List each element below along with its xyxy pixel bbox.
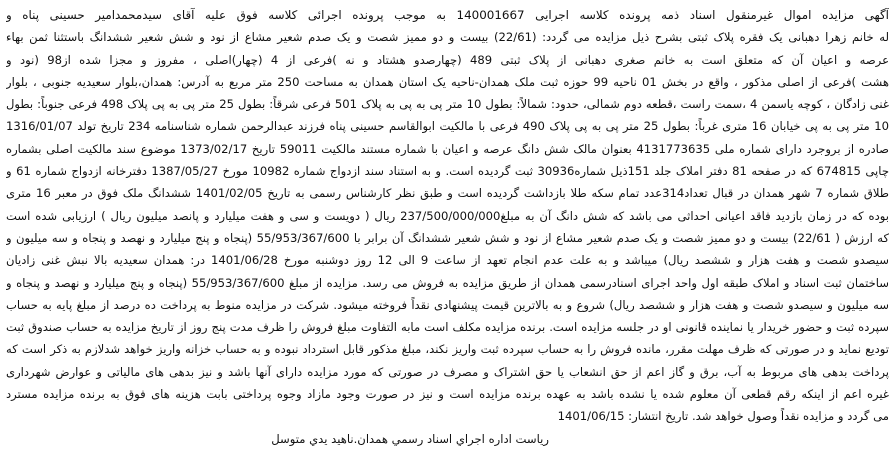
- notice-line-8: چاپی 674815 که در صفحه 81 دفتر املاک جلد 151ذیل شماره30936 ثبت گردیده است. و به استناد سند ازدواج شماره 10982 مورخ 1387/05/27 دفترخانه ازدواج شماره 61 و: [6, 164, 889, 179]
- notice-line-9: طلاق شماره 7 شهر همدان در قبال تعداد314عدد تمام سکه طلا بازداشت گردیده است و طبق نظر کارشناس رسمی به تاریخ 1401/02/05 ششدانگ ملک فوق در معبر 16 متری: [6, 186, 889, 201]
- notice-line-10: بوده که در زمان بازدید فاقد اعیانی احداثی می باشد که شش دانگ آن به مبلغ237/500/000/000 ریال ( دویست و سی و هفت میلیارد و پانصد میلیون ریال ) ارزیابی شده است: [6, 208, 889, 223]
- notice-line-11: که ارزش ( 22/61) بیست و دو ممیز شصت و یک صدم شعیر مشاع از نود و شش شعیر ششدانگ آن برابر با 55/953/367/600 (پنجاه و پنج میلیارد و نهصد و پنجاه و سه میلیون و: [6, 230, 889, 245]
- notice-line-5: غنی زادگان ، کوچه یاسمن 4 ،سمت راست ،قطعه دوم شمالی، حدود: شمالاً: بطول 10 متر پی به پی به پلاک 501 فرعی شرقاً: بطول 25 متر پی به پی پلاک 498 فرعی جنوباً: بطول: [6, 97, 889, 112]
- notice-line-19: می گردد و مزایده نقداً وصول خواهد شد. تاریخ انتشار: 1401/06/15: [557, 409, 889, 424]
- notice-line-4: هشت )فرعی از اصلی مذکور ، واقع در بخش 01 ناحیه 99 حوزه ثبت ملک همدان-ناحیه یک استان همدان به مساحت 250 متر مربع به آدرس: همدان،بلوار سعیدیه جنوبی ، بلوار: [6, 74, 889, 89]
- notice-line-18: غیره اعم از اینکه رقم قطعی آن معلوم شده یا نشده باشد به عهده برنده مزایده است و نیز در صورت وجود مازاد وجوه پرداختی بابت هزینه های فوق به برنده مزایده مسترد: [6, 387, 889, 402]
- notice-line-7: صادره از بروجرد دارای شماره ملی 4131773635 بعنوان مالک شش دانگ عرصه و اعیان با شماره مستند مالکیت 59011 تاریخ 1373/02/17 موضوع سند مالکیت اصلی بشماره: [6, 141, 889, 156]
- signature: رياست اداره اجراي اسناد رسمي همدان.ناهيد يدي متوسل: [271, 431, 549, 446]
- notice-line-12: سیصدو شصت و هفت هزار و ششصد ریال) میباشد و به علت عدم انجام تعهد از ساعت 9 الی 12 روز دوشنبه مورخ 1401/06/28 در: همدان سعیدیه بالا نبش غنی زادیان: [6, 253, 889, 268]
- notice-line-13: ساختمان ثبت اسناد و املاک طبقه اول واحد اجرای اسنادرسمی همدان از طریق مزایده به فروش می رسد. مزایده از مبلغ 55/953/367/600 (پنجاه و پنج میلیارد و نهصد و پنجاه و: [6, 275, 889, 290]
- notice-line-15: سپرده ثبت و حضور خریدار یا نماینده قانونی او در جلسه مزایده است. برنده مزایده مکلف است مابه التفاوت مبلغ فروش را ظرف مدت پنج روز از تاریخ مزایده به حساب صندوق ثبت: [6, 320, 889, 335]
- notice-line-1: آگهی مزایده اموال غیرمنقول اسناد ذمه پرونده کلاسه اجرایی 140001667 به موجب پرونده اجرائی کلاسه فوق علیه آقای سیدمحمدامیر حسینی پناه و: [6, 8, 889, 22]
- notice-line-2: له خانم زهرا دهبانی یک فقره پلاک ثبتی بشرح ذیل مزایده می گردد: (22/61) بیست و دو ممیز شصت و یک صدم شعیر مشاع از نود و شش شعیر ششدانگ باستثنا ثمن بهاء: [6, 30, 889, 45]
- notice-line-3: عرصه و اعیان آن که متعلق است به خانم صغری دهبانی از پلاک ثبتی 489 (چهارصدو هشتاد و نه )فرعی از 4 (چهار)اصلی ، مفروز و مجزا شده از98 (نود و: [6, 52, 889, 67]
- notice-line-14: سه میلیون و سیصدو شصت و هفت هزار و ششصد ریال) شروع و به بالاترین قیمت پیشنهادی نقداً فروخته میشود. شرکت در مزایده منوط به پرداخت ده درصد از مبلغ پایه به حساب: [6, 297, 889, 312]
- notice-line-17: پرداخت بدهی های مربوط به آب، برق و گاز اعم از حق انشعاب یا حق اشتراک و مصرف در صورتی که مورد مزایده دارای آنها باشد و نیز بدهی های مالیاتی و عوارض شهرداری: [6, 364, 889, 379]
- notice-line-6: 10 متر پی به پی خیابان 16 متری غرباً: بطول 25 متر پی به پی پلاک 490 فرعی با مالکیت ابوالقاسم حسینی پناه فرزند عبدالرحمن شماره شناسنامه 234 تاریخ تولد 1316/01/07: [6, 119, 889, 134]
- notice-line-16: تودیع نماید و در صورتی که ظرف مهلت مقرر، مانده فروش را به حساب سپرده ثبت واریز نکند، مبلغ مذکور قابل استرداد نبوده و به حساب خزانه واریز خواهد شدلازم به ذکر است که: [6, 342, 889, 357]
